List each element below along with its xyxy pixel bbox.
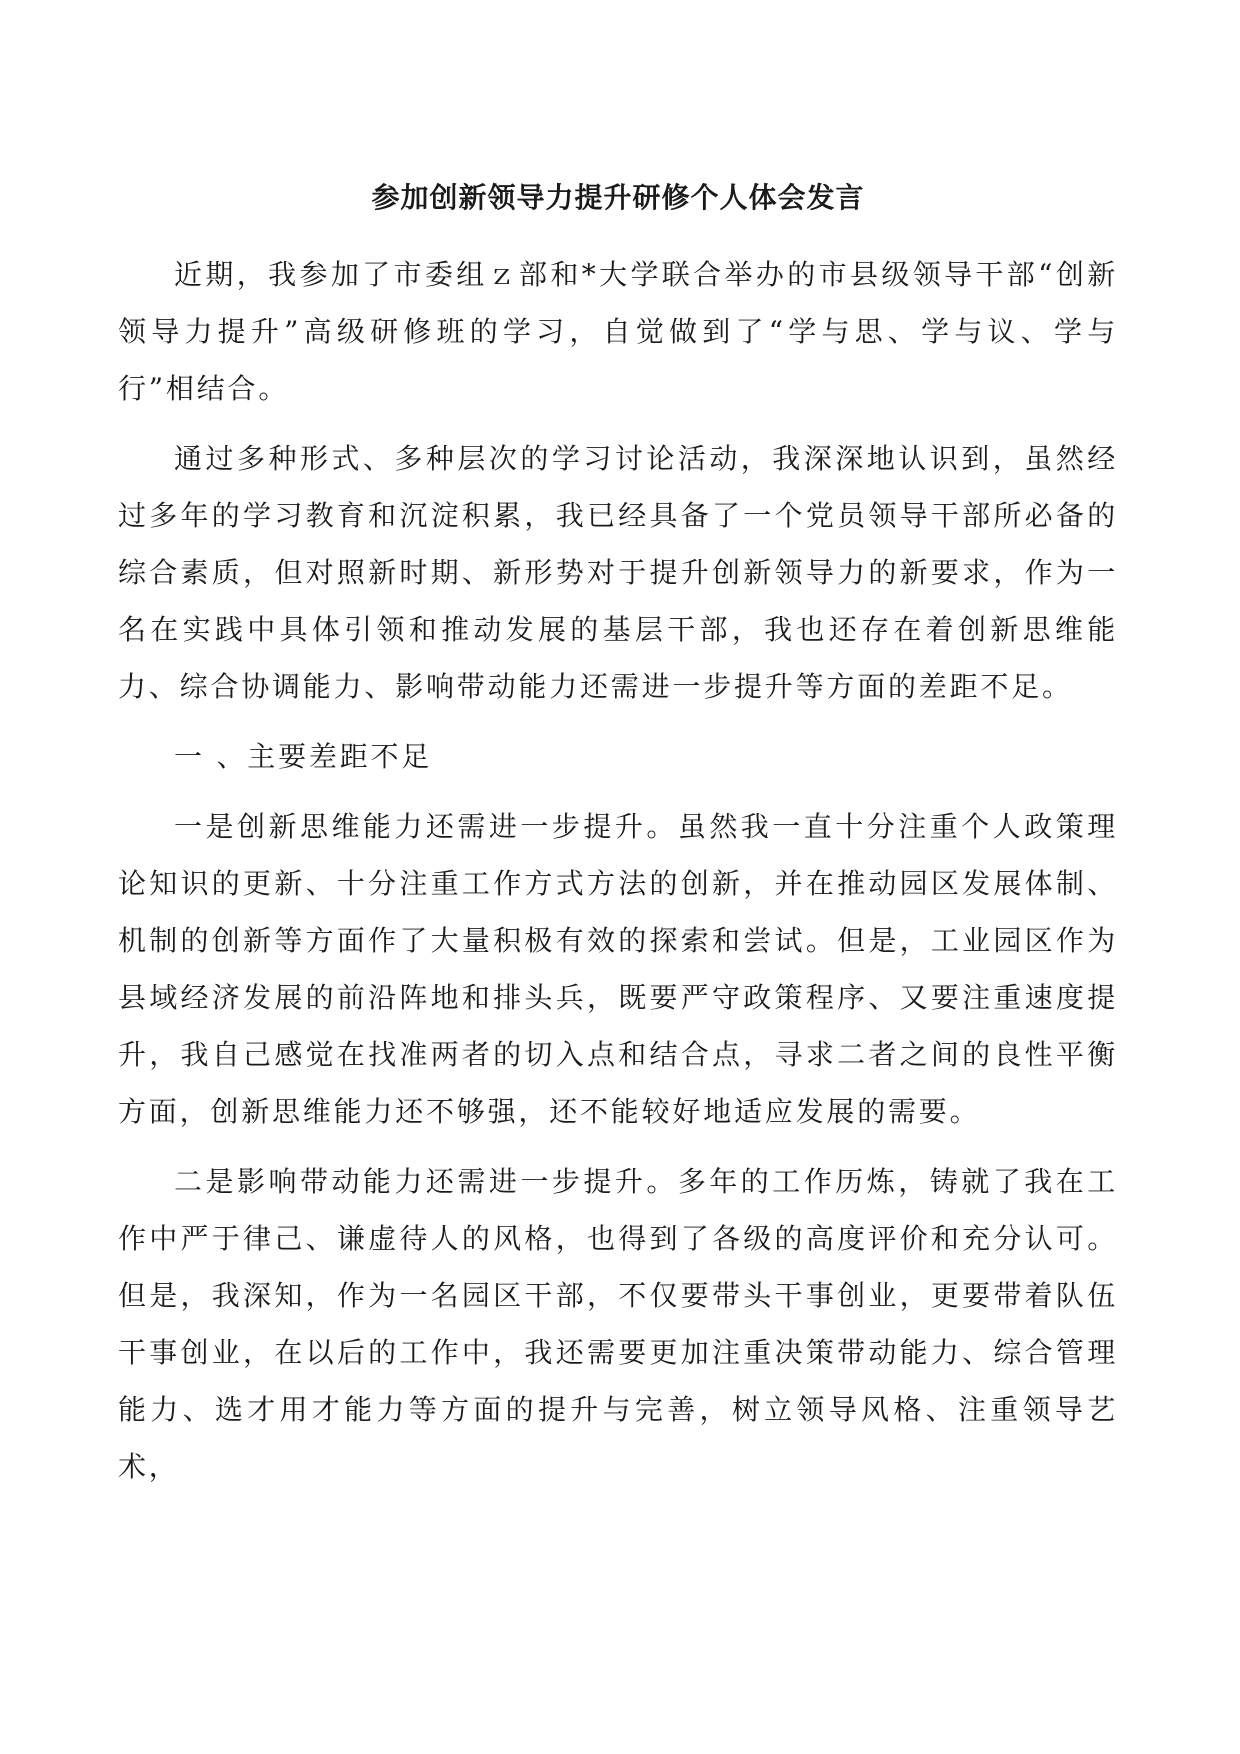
document-body (118, 172, 1118, 1508)
paragraph-innovation-thinking: 一是创新思维能力还需进一步提升。虽然我一直十分注重个人政策理论知识的更新、十分注重工作方式方法的创新，并在推动园区发展体制、机制的创新等方面作了大量积极有效的探索和尝试。但是，工业园区作为县域经济发展的前沿阵地和排头兵，既要严守政策程序、又要注重速度提升，我自己感觉在找准两者的切入点和结合点，寻求二者之间的良性平衡方面，创新思维能力还不够强，还不能较好地适应发展的需要。 (118, 810, 1118, 1128)
document-title: 参加创新领导力提升研修个人体会发言 (371, 181, 865, 214)
section-heading-main-gaps: 一 、主要差距不足 (174, 740, 433, 773)
paragraph-leadership-influence: 二是影响带动能力还需进一步提升。多年的工作历炼，铸就了我在工作中严于律己、谦虚待人的风格，也得到了各级的高度评价和充分认可。但是，我深知，作为一名园区干部，不仅要带头干事创业，更要带着队伍干事创业，在以后的工作中，我还需要更加注重决策带动能力、综合管理能力、选才用才能力等方面的提升与完善，树立领导风格、注重领导艺术， (118, 1165, 1118, 1483)
paragraph-intro: 近期，我参加了市委组ｚ部和*大学联合举办的市县级领导干部“创新领导力提升”高级研修班的学习，自觉做到了“学与思、学与议、学与行”相结合。 (118, 258, 1118, 405)
paragraph-summary: 通过多种形式、多种层次的学习讨论活动，我深深地认识到，虽然经过多年的学习教育和沉淀积累，我已经具备了一个党员领导干部所必备的综合素质，但对照新时期、新形势对于提升创新领导力的新要求，作为一名在实践中具体引领和推动发展的基层干部，我也还存在着创新思维能力、综合协调能力、影响带动能力还需进一步提升等方面的差距不足。 (118, 442, 1118, 703)
